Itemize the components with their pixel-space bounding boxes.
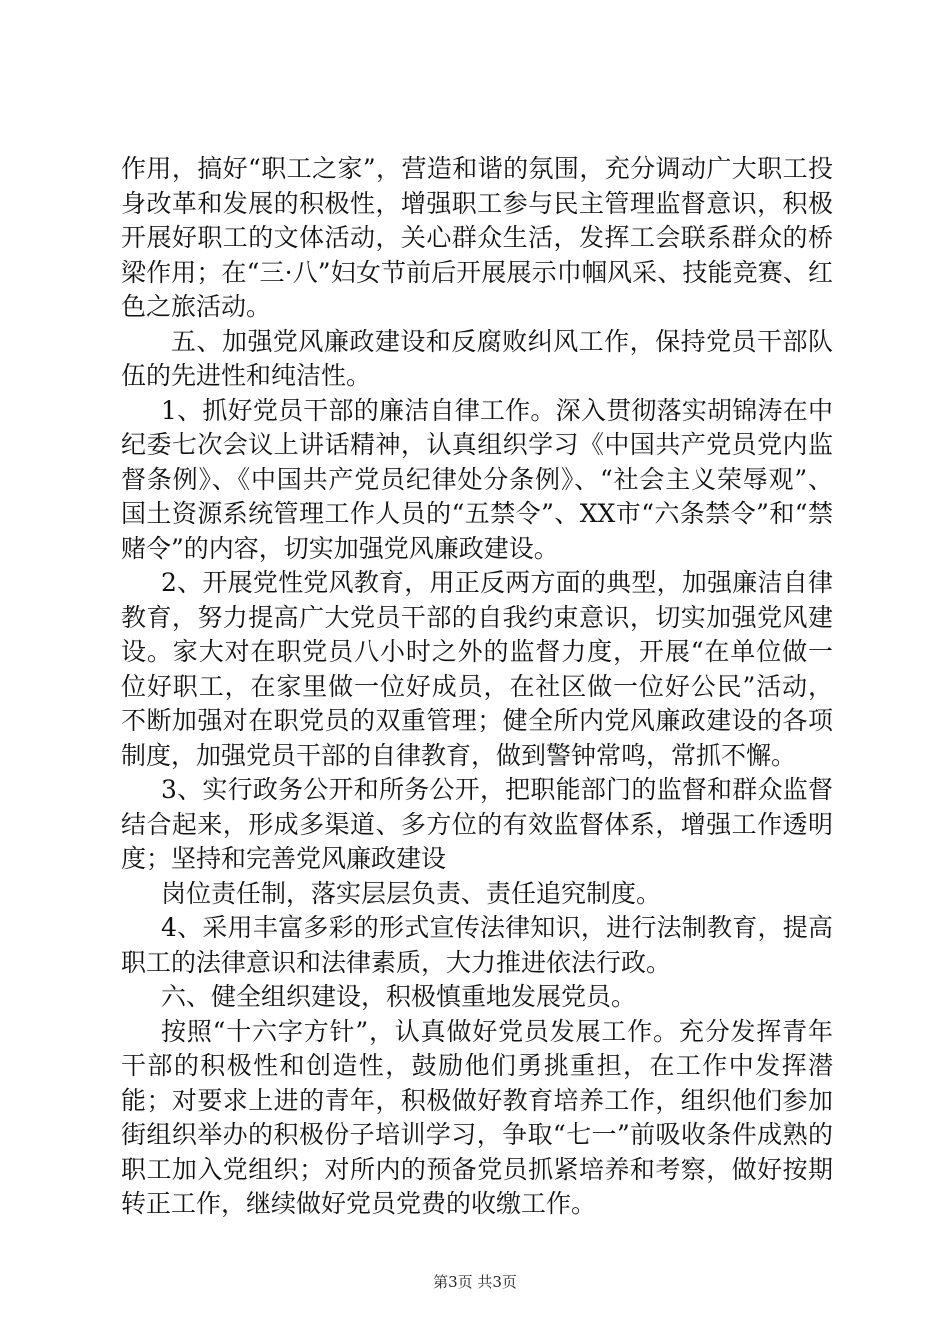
- page-number: 第3页 共3页: [433, 1273, 517, 1291]
- paragraph-item-3-continued: 岗位责任制，落实层层负责、责任追究制度。: [161, 878, 662, 908]
- paragraph-item-1: 1、抓好党员干部的廉洁自律工作。深入贯彻落实胡锦涛在中纪委七次会议上讲话精神，认真组织学习《中国共产党员党内监督条例》、《中国共产党员纪律处分条例》、“社会主义荣辱观”、国土资源系统管理工作人员的“五禁令”、XX市“六条禁令”和“禁赌令”的内容，切实加强党风廉政建设。: [121, 395, 833, 563]
- paragraph-union-activities: 作用，搞好“职工之家”，营造和谐的氛围，充分调动广大职工投身改革和发展的积极性，增强职工参与民主管理监督意识，积极开展好职工的文体活动，关心群众生活，发挥工会联系群众的桥梁作用；在“三·八”妇女节前后开展展示巾帼风采、技能竞赛、红色之旅活动。: [121, 154, 833, 321]
- heading-section-five: 五、加强党风廉政建设和反腐败纠风工作，保持党员干部队伍的先进性和纯洁性。: [121, 326, 833, 390]
- paragraph-item-2: 2、开展党性党风教育，用正反两方面的典型，加强廉洁自律教育，努力提高广大党员干部的自我约束意识，切实加强党风建设。家大对在职党员八小时之外的监督力度，开展“在单位做一位好职工，在家里做一位好成员，在社区做一位好公民”活动，不断加强对在职党员的双重管理；健全所内党风廉政建设的各项制度，加强党员干部的自律教育，做到警钟常鸣，常抓不懈。: [121, 568, 833, 770]
- paragraph-item-4: 4、采用丰富多彩的形式宣传法律知识，进行法制教育，提高职工的法律意识和法律素质，大力推进依法行政。: [121, 913, 833, 977]
- heading-section-six: 六、健全组织建设，积极慎重地发展党员。: [161, 982, 637, 1011]
- paragraph-member-development: 按照“十六字方针”，认真做好党员发展工作。充分发挥青年干部的积极性和创造性，鼓励他们勇挑重担，在工作中发挥潜能；对要求上进的青年，积极做好教育培养工作，组织他们参加街组织举办的积极份子培训学习，争取“七一”前吸收条件成熟的职工加入党组织；对所内的预备党员抓紧培养和考察，做好按期转正工作，继续做好党员党费的收缴工作。: [121, 1016, 833, 1218]
- document-body: [121, 152, 833, 1222]
- paragraph-item-3: 3、实行政务公开和所务公开，把职能部门的监督和群众监督结合起来，形成多渠道、多方位的有效监督体系，增强工作透明度；坚持和完善党风廉政建设: [121, 775, 833, 873]
